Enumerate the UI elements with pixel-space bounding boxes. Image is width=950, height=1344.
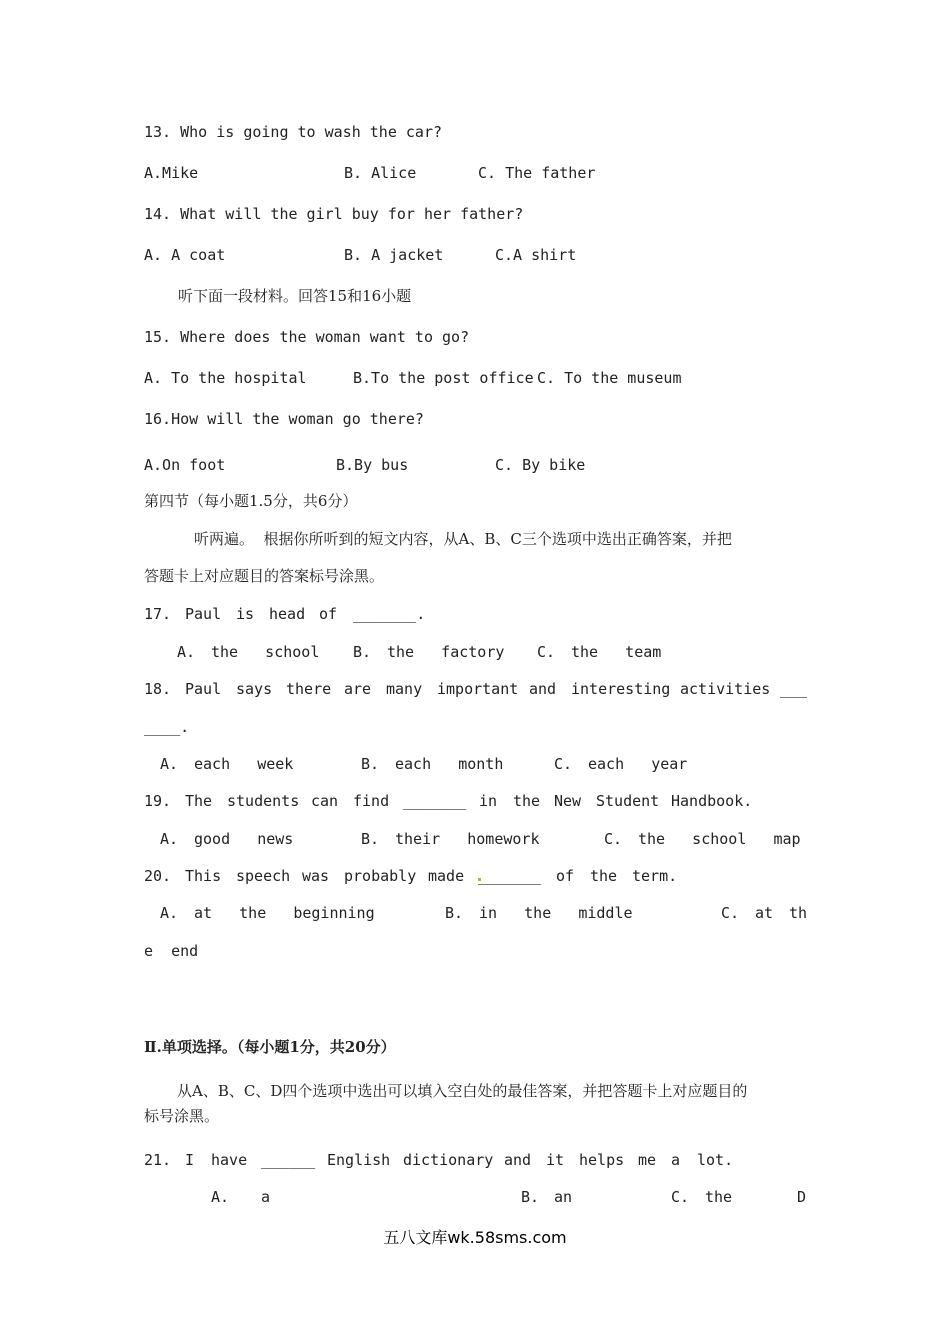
q14-option-b: B. A jacket	[344, 246, 444, 264]
q18-word: Paul	[185, 680, 222, 698]
q17-option-c-label: C.	[537, 643, 556, 661]
q17-word: Paul	[185, 605, 222, 623]
q14-option-c: C.A shirt	[495, 246, 577, 264]
q18-option-b-label: B.	[361, 755, 380, 773]
q18-word: many	[386, 680, 423, 698]
q18-word: and	[529, 680, 557, 698]
q20-word: the	[590, 867, 618, 885]
q20-word: speech	[236, 867, 291, 885]
section4-title: 第四节（每小题1.5分，共6分）	[144, 492, 358, 510]
q21-option-a-label: A.	[211, 1188, 230, 1206]
q19-option-a: good news	[194, 830, 294, 848]
q20-option-b-label: B.	[445, 904, 464, 922]
q16-option-a: A.On foot	[144, 456, 226, 474]
q19-word: The	[185, 792, 213, 810]
q15-option-a: A. To the hospital	[144, 369, 307, 387]
q21-blank: ______	[261, 1151, 316, 1169]
part2-instruction-1: 从A、B、C、D四个选项中选出可以填入空白处的最佳答案，并把答题卡上对应题目的	[177, 1082, 748, 1100]
q21-word: me	[638, 1151, 657, 1169]
q18-word: activities	[680, 680, 771, 698]
q14-question: 14. What will the girl buy for her father?	[144, 205, 524, 223]
q19-word: students	[227, 792, 300, 810]
instruction-15-16: 听下面一段材料。回答15和16小题	[178, 287, 412, 305]
q21-word: helps	[579, 1151, 625, 1169]
q15-option-c: C. To the museum	[537, 369, 682, 387]
q17-number: 17.	[144, 605, 172, 623]
q21-option-c-label: C.	[671, 1188, 690, 1206]
q21-word: dictionary	[403, 1151, 494, 1169]
q18-word: says	[236, 680, 273, 698]
q19-word: New	[554, 792, 582, 810]
q18-blank: ___	[780, 680, 808, 698]
q19-word: in	[479, 792, 498, 810]
q21-word: have	[211, 1151, 248, 1169]
q16-option-b: B.By bus	[336, 456, 409, 474]
q20-option-a: at the beginning	[194, 904, 375, 922]
q13-option-a: A.Mike	[144, 164, 199, 182]
q19-word: find	[353, 792, 390, 810]
q18-option-a: each week	[194, 755, 294, 773]
q21-number: 21.	[144, 1151, 172, 1169]
part2-title: Ⅱ.单项选择。（每小题1分，共20分）	[144, 1038, 396, 1056]
part2-instruction-2: 标号涂黑。	[144, 1107, 220, 1125]
q13-question: 13. Who is going to wash the car?	[144, 123, 443, 141]
q20-word: This	[185, 867, 222, 885]
q21-word: it	[546, 1151, 565, 1169]
q21-option-b-label: B.	[521, 1188, 540, 1206]
q15-question: 15. Where does the woman want to go?	[144, 328, 470, 346]
q18-option-b: each month	[395, 755, 504, 773]
section4-instruction-2: 答题卡上对应题目的答案标号涂黑。	[144, 567, 385, 585]
q21-word: and	[504, 1151, 532, 1169]
footer-watermark: 五八文库wk.58sms.com	[383, 1228, 567, 1247]
q18-word: there	[286, 680, 332, 698]
q21-option-a: a	[261, 1188, 271, 1206]
q21-word: lot.	[697, 1151, 734, 1169]
q20-option-a-label: A.	[160, 904, 179, 922]
q17-word: head	[269, 605, 306, 623]
q20-option-b: in the middle	[479, 904, 633, 922]
q18-option-a-label: A.	[160, 755, 179, 773]
q19-word: Handbook.	[671, 792, 753, 810]
q19-option-c: the school map	[638, 830, 801, 848]
q16-question: 16.How will the woman go there?	[144, 410, 424, 428]
q17-option-a: the school	[211, 643, 320, 661]
q19-word: the	[513, 792, 541, 810]
q20-blank: _______	[478, 867, 542, 885]
q20-word: probably	[344, 867, 417, 885]
q13-option-c: C. The father	[478, 164, 596, 182]
q20-number: 20.	[144, 867, 172, 885]
q13-option-b: B. Alice	[344, 164, 417, 182]
q21-word: English	[327, 1151, 391, 1169]
q17-option-a-label: A.	[177, 643, 196, 661]
q19-option-b-label: B.	[361, 830, 380, 848]
q20-word: of	[556, 867, 575, 885]
q20-option-c-cont: th	[789, 904, 808, 922]
q18-number: 18.	[144, 680, 172, 698]
q20-option-c-label: C.	[721, 904, 740, 922]
q14-option-a: A. A coat	[144, 246, 226, 264]
q16-option-c: C. By bike	[495, 456, 586, 474]
q20-word: made	[428, 867, 465, 885]
q19-number: 19.	[144, 792, 172, 810]
q20-word: was	[302, 867, 330, 885]
q15-option-b: B.To the post office	[353, 369, 534, 387]
q20-word: term.	[632, 867, 678, 885]
q21-option-b: an	[554, 1188, 573, 1206]
q21-word: I	[185, 1151, 195, 1169]
q19-word: Student	[596, 792, 660, 810]
q18-option-c-label: C.	[554, 755, 573, 773]
q18-word: are	[344, 680, 372, 698]
q17-option-b: the factory	[387, 643, 505, 661]
q19-option-a-label: A.	[160, 830, 179, 848]
q20-option-c: at	[755, 904, 774, 922]
q19-option-b: their homework	[395, 830, 540, 848]
q18-word: interesting	[571, 680, 671, 698]
q21-option-d-label: D	[797, 1188, 807, 1206]
q19-option-c-label: C.	[604, 830, 623, 848]
q18-blank-continued: ____.	[144, 718, 190, 736]
q19-word: can	[311, 792, 339, 810]
q18-option-c: each year	[588, 755, 688, 773]
section4-instruction-1: 听两遍。 根据你所听到的短文内容，从A、B、C三个选项中选出正确答案，并把	[194, 530, 732, 548]
q17-word: of	[319, 605, 338, 623]
q17-word: is	[236, 605, 255, 623]
q18-word: important	[437, 680, 519, 698]
q17-blank: _______.	[353, 605, 426, 623]
q21-option-c: the	[705, 1188, 733, 1206]
q21-word: a	[671, 1151, 681, 1169]
q17-option-c: the team	[571, 643, 662, 661]
q20-option-c-wrap: e end	[144, 942, 199, 960]
q17-option-b-label: B.	[353, 643, 372, 661]
q19-blank: _______	[403, 792, 467, 810]
